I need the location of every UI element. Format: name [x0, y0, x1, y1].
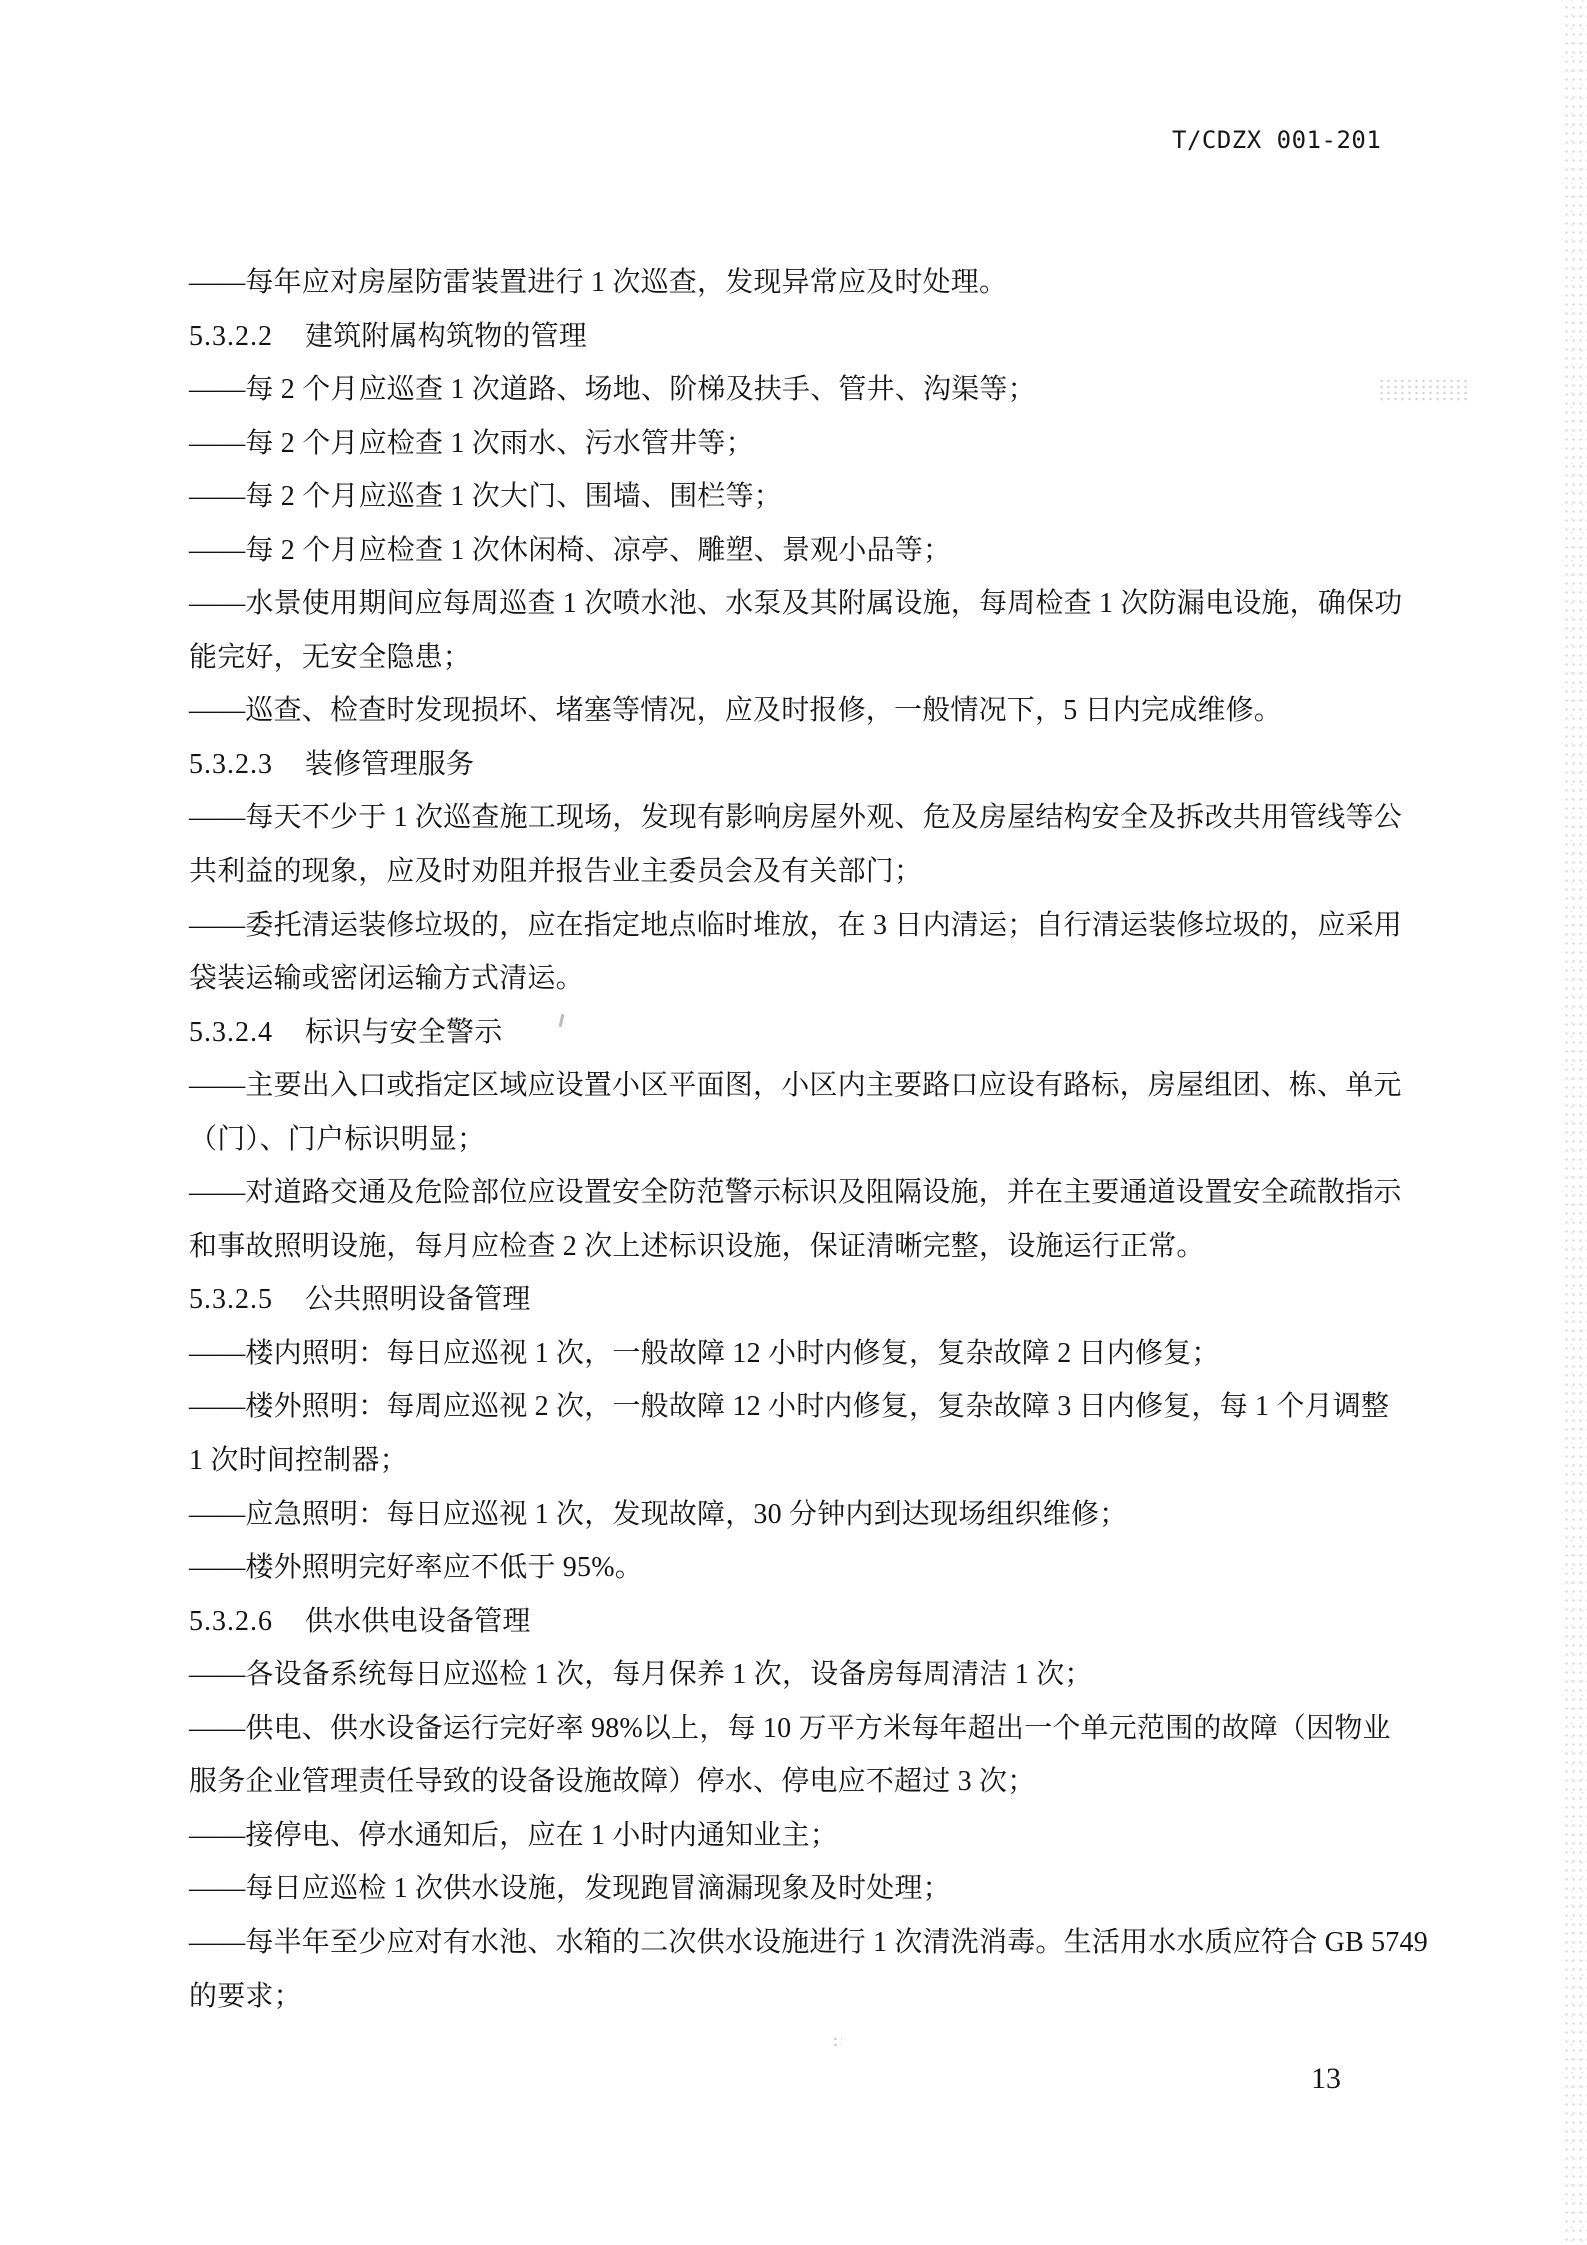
- section-title: 标识与安全警示: [305, 1016, 503, 1048]
- section-heading: [189, 310, 1459, 364]
- page-number: 13: [1311, 2062, 1341, 2095]
- section-number: 5.3.2.4: [189, 1016, 273, 1048]
- text-line: 1 次时间控制器；: [189, 1445, 408, 1477]
- document-body: [189, 256, 1459, 2023]
- text-line: ——每 2 个月应检查 1 次休闲椅、凉亭、雕塑、景观小品等；: [189, 534, 952, 566]
- text-line: 和事故照明设施，每月应检查 2 次上述标识设施，保证清晰完整，设施运行正常。: [189, 1230, 1205, 1262]
- text-line: ——巡查、检查时发现损坏、堵塞等情况，应及时报修，一般情况下，5 日内完成维修。: [189, 695, 1283, 727]
- text-line: ——委托清运装修垃圾的，应在指定地点临时堆放，在 3 日内清运；自行清运装修垃圾的，应采用: [189, 909, 1403, 941]
- section-title: 建筑附属构筑物的管理: [305, 320, 588, 352]
- section-title: 供水供电设备管理: [305, 1605, 531, 1637]
- text-line: 能完好，无安全隐患；: [189, 641, 472, 673]
- text-line: ——每天不少于 1 次巡查施工现场，发现有影响房屋外观、危及房屋结构安全及拆改共用管线等公: [189, 802, 1403, 834]
- scan-speckle: [1378, 378, 1470, 404]
- scan-speckle: [832, 2036, 842, 2046]
- section-number: 5.3.2.5: [189, 1284, 273, 1316]
- text-line: ——每 2 个月应巡查 1 次道路、场地、阶梯及扶手、管井、沟渠等；: [189, 374, 1036, 406]
- text-line: ——应急照明：每日应巡视 1 次，发现故障，30 分钟内到达现场组织维修；: [189, 1498, 1128, 1530]
- text-line: 的要求；: [189, 1980, 302, 2012]
- standard-code: T/CDZX 001-201: [1172, 126, 1382, 154]
- section-number: 5.3.2.2: [189, 320, 273, 352]
- text-line: ——每 2 个月应巡查 1 次大门、围墙、围栏等；: [189, 481, 783, 513]
- text-line: 服务企业管理责任导致的设备设施故障）停水、停电应不超过 3 次；: [189, 1766, 1036, 1798]
- text-line: ——楼内照明：每日应巡视 1 次，一般故障 12 小时内修复，复杂故障 2 日内修复；: [189, 1337, 1220, 1369]
- text-line: （门）、门户标识明显；: [189, 1123, 486, 1155]
- text-line: ——每 2 个月应检查 1 次雨水、污水管井等；: [189, 427, 754, 459]
- text-line: 共利益的现象，应及时劝阻并报告业主委员会及有关部门；: [189, 856, 923, 888]
- text-line: ——水景使用期间应每周巡查 1 次喷水池、水泵及其附属设施，每周检查 1 次防漏电设施，确保功: [189, 588, 1403, 620]
- text-line: ——楼外照明：每周应巡视 2 次，一般故障 12 小时内修复，复杂故障 3 日内修复，每 1 个月调整: [189, 1391, 1390, 1423]
- text-line: ——对道路交通及危险部位应设置安全防范警示标识及阻隔设施，并在主要通道设置安全疏散指示: [189, 1177, 1402, 1209]
- section-heading: [189, 1006, 1459, 1060]
- text-line: ——每半年至少应对有水池、水箱的二次供水设施进行 1 次清洗消毒。生活用水水质应符合 GB 5749: [189, 1926, 1428, 1958]
- text-line: ——供电、供水设备运行完好率 98%以上，每 10 万平方米每年超出一个单元范围的故障（因物业: [189, 1712, 1391, 1744]
- section-number: 5.3.2.3: [189, 748, 273, 780]
- section-heading: [189, 738, 1459, 792]
- text-line: ——每日应巡检 1 次供水设施，发现跑冒滴漏现象及时处理；: [189, 1873, 951, 1905]
- text-line: ——主要出入口或指定区域应设置小区平面图，小区内主要路口应设有路标，房屋组团、栋、单元: [189, 1070, 1402, 1102]
- section-heading: [189, 1595, 1459, 1649]
- section-number: 5.3.2.6: [189, 1605, 273, 1637]
- scan-noise-band: [1561, 0, 1587, 2245]
- text-line: ——楼外照明完好率应不低于 95%。: [189, 1552, 643, 1584]
- section-heading: [189, 1273, 1459, 1327]
- section-title: 公共照明设备管理: [305, 1284, 531, 1316]
- text-line: 袋装运输或密闭运输方式清运。: [189, 963, 584, 995]
- text-line: ——每年应对房屋防雷装置进行 1 次巡查，发现异常应及时处理。: [189, 267, 1008, 298]
- section-title: 装修管理服务: [305, 748, 475, 780]
- text-line: ——各设备系统每日应巡检 1 次，每月保养 1 次，设备房每周清洁 1 次；: [189, 1659, 1093, 1691]
- text-line: ——接停电、停水通知后，应在 1 小时内通知业主；: [189, 1819, 839, 1851]
